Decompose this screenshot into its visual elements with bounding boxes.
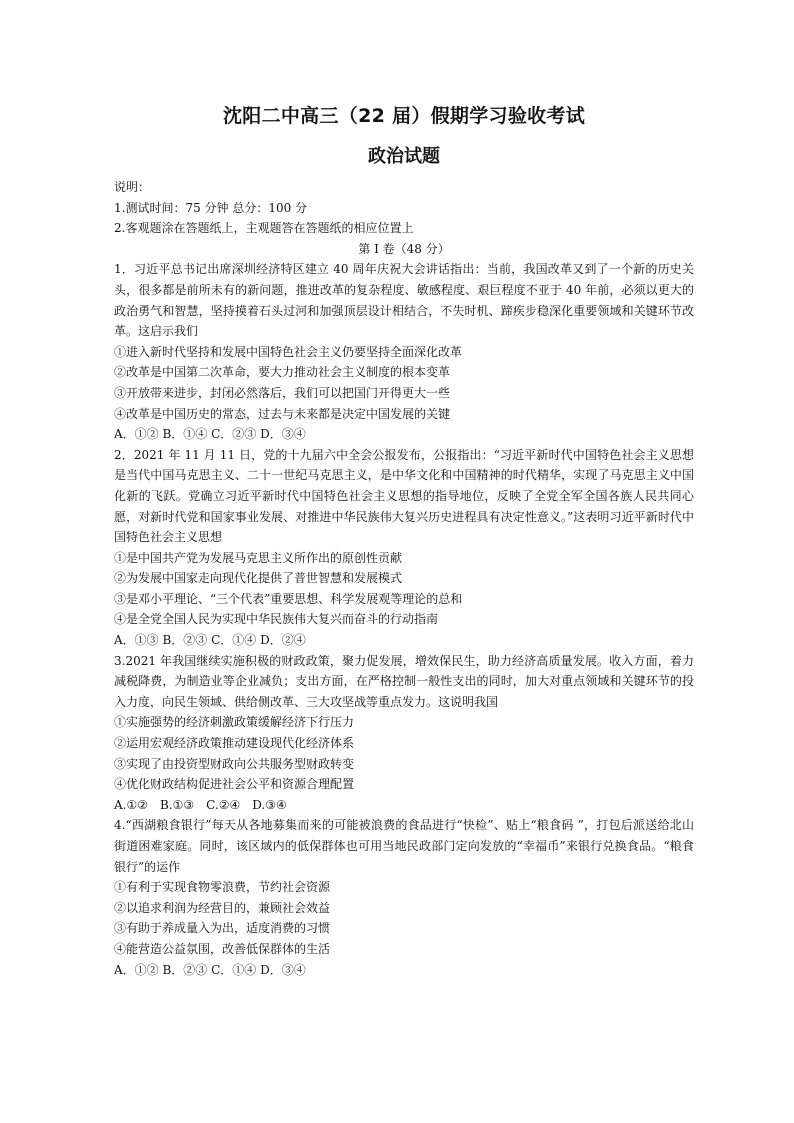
exam-title: 沈阳二中高三（22 届）假期学习验收考试 [222,105,586,127]
question-2 [114,445,694,651]
question-stem: 1．习近平总书记出席深圳经济特区建立 40 周年庆祝大会讲话指出：当前，我国改革又到了一个新的历史关头，很多都是前所未有的新问题，推进改革的复杂程度、敏感程度、艰巨程度不亚于 40 年前，必须以更大的政治勇气和智慧，坚持摸着石头过河和加强顶层设计相结合，不失时机、蹄疾步稳深化重要领域和关键环节改革。这启示我们 [114,262,694,339]
statement-item: ②运用宏观经济政策推动建设现代化经济体系 [114,736,355,751]
instructions-heading: 说明： [114,180,151,194]
statement-item: ④是全党全国人民为实现中华民族伟大复兴而奋斗的行动指南 [114,612,439,627]
statement-item: ④改革是中国历史的常态，过去与未来都是决定中国发展的关键 [114,406,451,421]
statement-item: ③开放带来进步，封闭必然落后，我们可以把国门开得更大一些 [114,385,451,400]
instruction-item: 1.测试时间：75 分钟 总分：100 分 [114,200,308,215]
statement-item: ②为发展中国家走向现代化提供了普世智慧和发展模式 [114,571,403,586]
answer-choices: A．①② B．②③ C．①④ D．③④ [114,962,306,977]
statement-item: ③实现了由投资型财政向公共服务型财政转变 [114,756,355,771]
question-stem: 2．2021 年 11 月 11 日，党的十九届六中全会公报发布，公报指出：“习近平新时代中国特色社会主义思想是当代中国马克思主义、二十一世纪马克思主义，是中华文化和中国精神的时代精华，实现了马克思主义中国化新的飞跃。党确立习近平新时代中国特色社会主义思想的指导地位，反映了全党全军全国各族人民共同心愿，对新时代党和国家事业发展、对推进中华民族伟大复兴历史进程具有决定性意义。”这表明习近平新时代中国特色社会主义思想 [114,447,694,545]
statement-item: ①实施强势的经济刺激政策缓解经济下行压力 [114,715,355,730]
statement-item: ④优化财政结构促进社会公平和资源合理配置 [114,777,355,792]
exam-page [114,103,694,980]
question-stem: 3.2021 年我国继续实施积极的财政政策，聚力促发展，增效保民生，助力经济高质量发展。收入方面，着力减税降费，为制造业等企业减负；支出方面，在严格控制一般性支出的同时，加大对重点领域和关键环节的投入力度，向民生领域、供给侧改革、三大攻坚战等重点发力。这说明我国 [114,653,694,709]
statement-item: ③是邓小平理论、“三个代表”重要思想、科学发展观等理论的总和 [114,591,463,606]
answer-choices: A．①② B．①④ C．②③ D．③④ [114,427,306,442]
section-heading: 第 I 卷（48 分） [358,241,450,256]
statement-item: ①进入新时代坚持和发展中国特色社会主义仍要坚持全面深化改革 [114,344,463,359]
instruction-item: 2.客观题涂在答题纸上，主观题答在答题纸的相应位置上 [114,221,414,236]
statement-item: ①有利于实现食物零浪费，节约社会资源 [114,880,331,895]
question-1 [114,259,694,444]
question-4 [114,815,694,980]
answer-choices: A.①② B.①③ C.②④ D.③④ [114,797,287,812]
statement-item: ④能营造公益氛围，改善低保群体的生活 [114,941,331,956]
statement-item: ②以追求利润为经营目的，兼顾社会效益 [114,900,331,915]
question-3 [114,651,694,816]
exam-subtitle: 政治试题 [368,146,440,167]
statement-item: ③有助于养成量入为出，适度消费的习惯 [114,921,331,936]
statement-item: ②改革是中国第二次革命，要大力推动社会主义制度的根本变革 [114,365,451,380]
statement-item: ①是中国共产党为发展马克思主义所作出的原创性贡献 [114,550,403,565]
question-stem: 4.“西湖粮食银行”每天从各地募集而来的可能被浪费的食品进行“快检”、贴上“粮食码 ”，打包后派送给北山街道困难家庭。同时，该区域内的低保群体也可用当地民政部门定向发放的“幸福币”来银行兑换食品。“粮食银行”的运作 [114,818,694,874]
answer-choices: A．①③ B．②③ C．①④ D．②④ [114,633,306,648]
